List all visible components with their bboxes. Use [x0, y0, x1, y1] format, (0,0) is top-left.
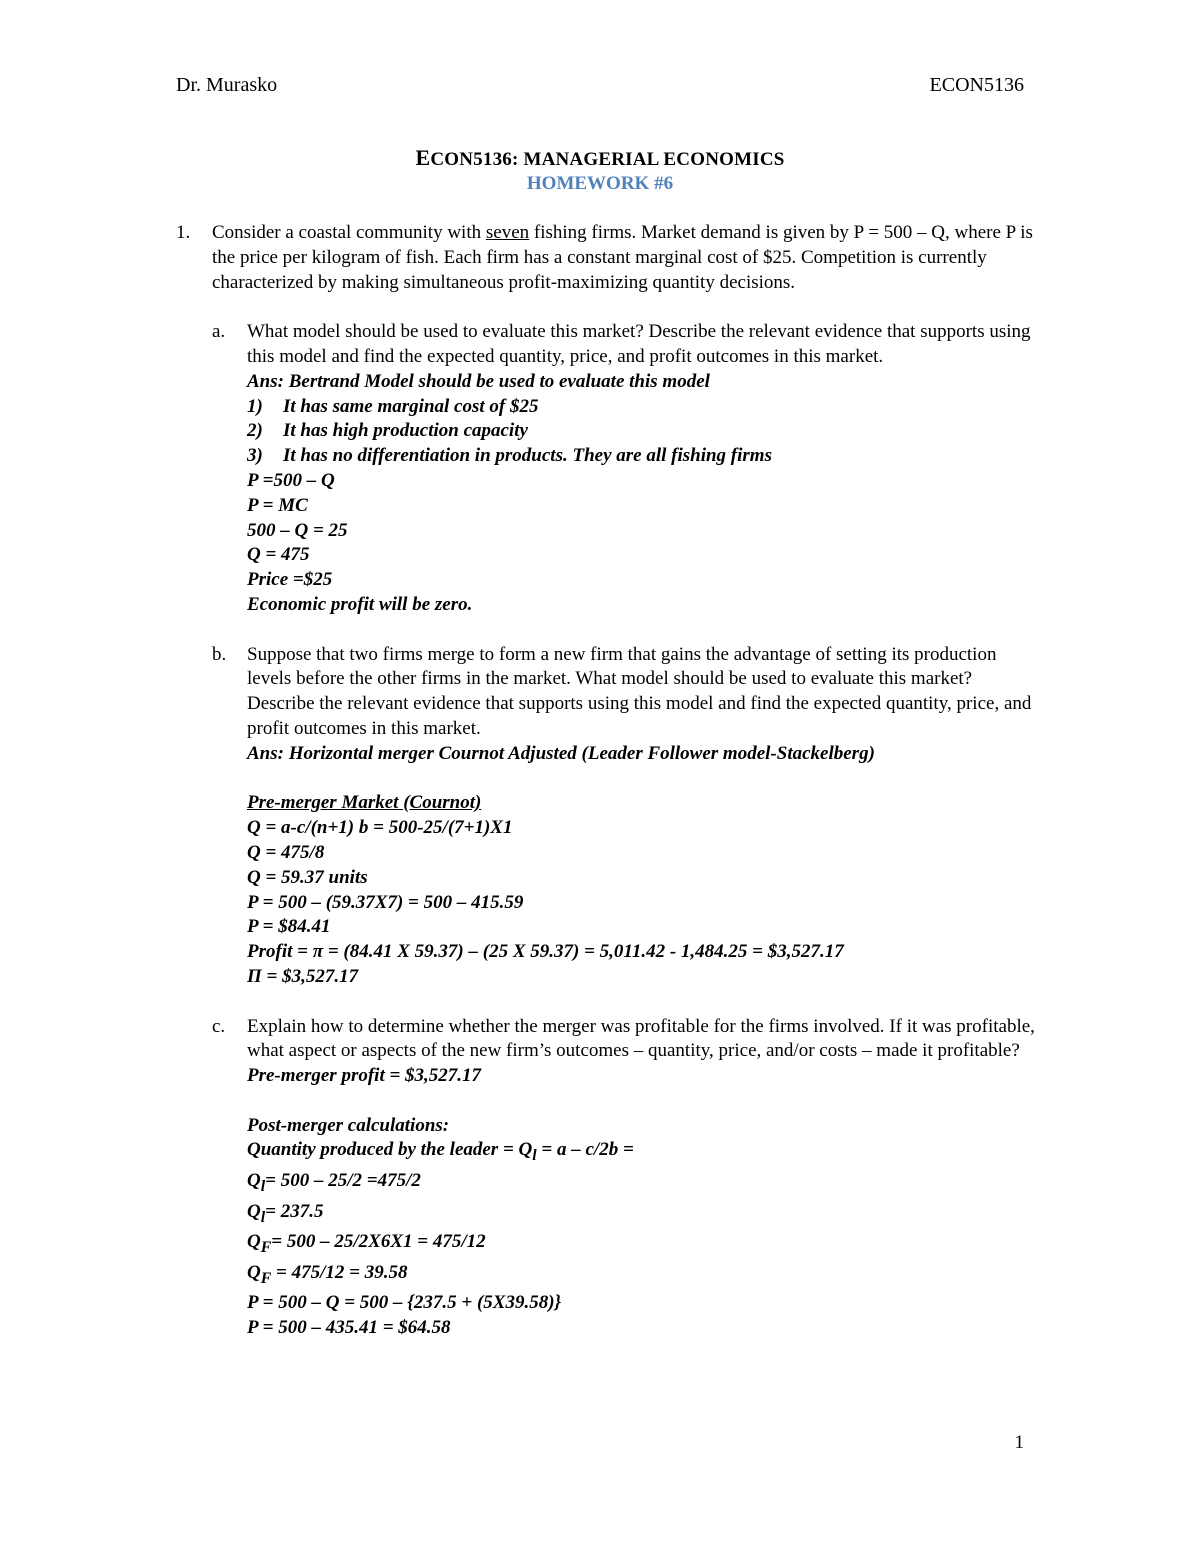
part-b-question: Suppose that two firms merge to form a new firm that gains the advantage of setting its production levels before the other firms in the market. What model should be used to evaluate this market? Describe the relevant evidence that supports using this model and find the expected quantity, price, and profit outcomes in this market. — [247, 643, 1032, 739]
reason-item: 1) It has same marginal cost of $25 — [247, 395, 539, 417]
calc-line: P = MC — [247, 494, 308, 516]
part-c-label: c. — [212, 1015, 226, 1037]
calc-line: Q = a-c/(n+1) b = 500-25/(7+1)X1 — [247, 817, 513, 839]
document-body — [176, 221, 1036, 1341]
question-number: 1. — [176, 222, 191, 243]
calc-line: Q = 475/8 — [247, 841, 325, 863]
calc-line: Q = 475 — [247, 544, 310, 566]
part-a-question: What model should be used to evaluate this market? Describe the relevant evidence that supports using this model and find the expected quantity, price, and profit outcomes in this market. — [247, 321, 1031, 367]
part-a — [212, 320, 1036, 618]
part-b-label: b. — [212, 643, 227, 665]
part-a-answer-title: Ans: Bertrand Model should be used to evaluate this model — [247, 370, 710, 392]
page-title — [0, 146, 1200, 172]
calc-line: P = 500 – (59.37X7) = 500 – 415.59 — [247, 891, 524, 913]
part-c — [212, 1015, 1036, 1342]
part-b-answer-title: Ans: Horizontal merger Cournot Adjusted (Leader Follower model-Stackelberg) — [247, 742, 875, 764]
calc-line: Economic profit will be zero. — [247, 593, 473, 615]
page-subtitle: HOMEWORK #6 — [526, 173, 674, 194]
calc-line: Π = $3,527.17 — [247, 965, 359, 987]
premerger-profit: Pre-merger profit = $3,527.17 — [247, 1065, 482, 1087]
postmerger-heading: Post-merger calculations: — [247, 1114, 450, 1136]
question-text-underlined: seven — [485, 222, 530, 243]
calc-line: Quantity produced by the leader = $Q_l = a - c/2b$ = — [247, 1139, 634, 1165]
calc-line: P = $84.41 — [247, 916, 331, 938]
reason-item: 3) It has no differentiation in products. They are all fishing firms — [247, 445, 772, 467]
question-1 — [176, 221, 1036, 295]
calc-line: P = 500 – 435.41 = $64.58 — [247, 1317, 451, 1339]
reason-item: 2) It has high production capacity — [247, 420, 528, 442]
question-text-start: Consider a coastal community with — [212, 222, 486, 243]
calc-line: P = 500 – Q = 500 – {237.5 + (5X39.58)} — [247, 1292, 562, 1314]
calc-line: Profit = π = (84.41 X 59.37) – (25 X 59.37) = 5,011.42 - 1,484.25 = $3,527.17 — [247, 941, 844, 963]
part-b — [212, 643, 1036, 990]
page-number: 1 — [1014, 1432, 1024, 1453]
calc-line: $Q_F = 475/12 = 39.58$ — [247, 1261, 408, 1287]
title-initial: E — [415, 145, 431, 170]
header-course: ECON5136 — [929, 74, 1024, 96]
calc-line: $Q_l= 500 - 25/2 =475/2$ — [247, 1170, 421, 1195]
calc-line: 500 – Q = 25 — [247, 519, 348, 541]
part-c-question: Explain how to determine whether the merger was profitable for the firms involved. If it was profitable, what aspect or aspects of the new firm’s outcomes – quantity, price, and/or costs – made it profitable? — [247, 1015, 1035, 1062]
header-author: Dr. Murasko — [176, 74, 278, 96]
part-a-label: a. — [212, 321, 226, 343]
title-rest: CON5136: MANAGERIAL ECONOMICS — [430, 149, 785, 170]
calc-line: $Q_l= 237.5$ — [247, 1200, 324, 1226]
calc-line: Price =$25 — [247, 569, 333, 591]
premerger-heading: Pre-merger Market (Cournot) — [247, 792, 482, 814]
calc-line: $Q_F= 500 - 25/2X6X1 = 475/12$ — [247, 1231, 486, 1257]
title-block — [0, 146, 1200, 196]
question-text-end: fishing firms. Market demand is given by P = 500 – Q, where P is the price per kilogram of fish. Each firm has a constant marginal cost of $25. Competition is currently characterized by making simultaneous profit-maximizing quantity decisions. — [212, 222, 1033, 293]
calc-line: P =500 – Q — [247, 469, 335, 491]
calc-line: Q = 59.37 units — [247, 866, 368, 888]
